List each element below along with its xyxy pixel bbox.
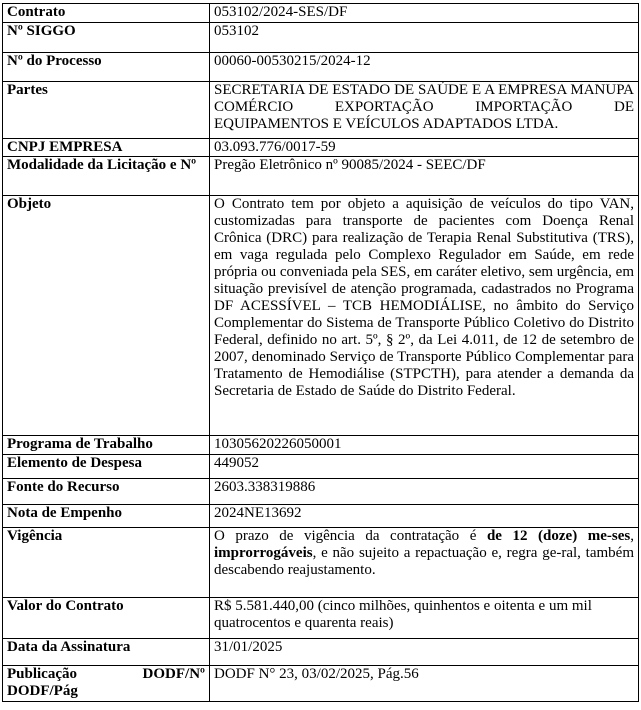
table-row bbox=[3, 639, 639, 666]
vigencia-bold-2: improrrogáveis bbox=[214, 545, 313, 561]
table-row bbox=[3, 196, 639, 436]
row-label: Elemento de Despesa bbox=[3, 455, 210, 479]
row-label: Vigência bbox=[3, 528, 210, 598]
row-value: 2603.338319886 bbox=[210, 479, 639, 505]
vigencia-text-1: O prazo de vigência da contratação é bbox=[214, 528, 487, 544]
row-value: SECRETARIA DE ESTADO DE SAÚDE E A EMPRESA MANUPA COMÉRCIO EXPORTAÇÃO IMPORTAÇÃO DE EQUIPAMENTOS E VEÍCULOS ADAPTADOS LTDA. bbox=[210, 82, 639, 139]
row-value: O Contrato tem por objeto a aquisição de veículos do tipo VAN, customizadas para transporte de pacientes com Doença Renal Crônica (DRC) para realização de Terapia Renal Substitutiva (TRS), em vaga regulada pelo Complexo Regulador em Saúde, em rede própria ou conveniada pela SES, em caráter eletivo, sem urgência, em situação previsível de atenção programada, cadastrados no Programa DF ACESSÍVEL – TCB HEMODIÁLISE, no âmbito do Serviço Complementar do Sistema de Transporte Público Coletivo do Distrito Federal, definido no art. 5º, § 2º, da Lei 4.011, de 12 de setembro de 2007, denominado Serviço de Transporte Público Complementar para Tratamento de Hemodiálise (STPCTH), para atender a demanda da Secretaria de Estado de Saúde do Distrito Federal. bbox=[210, 196, 639, 436]
row-label: Nº do Processo bbox=[3, 53, 210, 82]
row-label: Partes bbox=[3, 82, 210, 139]
row-label: Nota de Empenho bbox=[3, 505, 210, 528]
vigencia-text-2: , bbox=[630, 528, 634, 544]
table-row bbox=[3, 598, 639, 639]
row-value: Pregão Eletrônico nº 90085/2024 - SEEC/DF bbox=[210, 157, 639, 196]
row-label bbox=[3, 666, 210, 702]
row-value bbox=[210, 528, 639, 598]
row-label: Modalidade da Licitação e Nº bbox=[3, 157, 210, 196]
row-value: 10305620226050001 bbox=[210, 436, 639, 455]
table-row bbox=[3, 157, 639, 196]
row-label: Nº SIGGO bbox=[3, 23, 210, 53]
table-row bbox=[3, 82, 639, 139]
table-row bbox=[3, 505, 639, 528]
row-value: 449052 bbox=[210, 455, 639, 479]
row-label: Contrato bbox=[3, 4, 210, 23]
table-row bbox=[3, 4, 639, 23]
row-value: 053102/2024-SES/DF bbox=[210, 4, 639, 23]
row-value: 053102 bbox=[210, 23, 639, 53]
row-label: Fonte do Recurso bbox=[3, 479, 210, 505]
row-value: 00060-00530215/2024-12 bbox=[210, 53, 639, 82]
row-value: 31/01/2025 bbox=[210, 639, 639, 666]
row-value: DODF N° 23, 03/02/2025, Pág.56 bbox=[210, 666, 639, 702]
table-row bbox=[3, 455, 639, 479]
table-row bbox=[3, 139, 639, 157]
row-label: Programa de Trabalho bbox=[3, 436, 210, 455]
row-label-line-2: DODF/Pág bbox=[7, 683, 78, 699]
table-row bbox=[3, 528, 639, 598]
table-row bbox=[3, 23, 639, 53]
row-label: Data da Assinatura bbox=[3, 639, 210, 666]
row-value: 2024NE13692 bbox=[210, 505, 639, 528]
vigencia-bold-1: de 12 (doze) me-ses bbox=[486, 528, 631, 544]
row-label: Objeto bbox=[3, 196, 210, 436]
row-value: 03.093.776/0017-59 bbox=[210, 139, 639, 157]
row-value: R$ 5.581.440,00 (cinco milhões, quinhentos e oitenta e um mil quatrocentos e quarenta reais) bbox=[210, 598, 639, 639]
table-row bbox=[3, 666, 639, 702]
row-label-line-1: Publicação DODF/Nº bbox=[7, 666, 205, 682]
row-label: Valor do Contrato bbox=[3, 598, 210, 639]
table-row bbox=[3, 479, 639, 505]
contract-summary-table bbox=[2, 3, 639, 702]
vigencia-text-3: , e não sujeito a repactuação e, regra ge-ral, também descabendo reajustamento. bbox=[214, 545, 634, 578]
table-row bbox=[3, 436, 639, 455]
table-row bbox=[3, 53, 639, 82]
row-label: CNPJ EMPRESA bbox=[3, 139, 210, 157]
